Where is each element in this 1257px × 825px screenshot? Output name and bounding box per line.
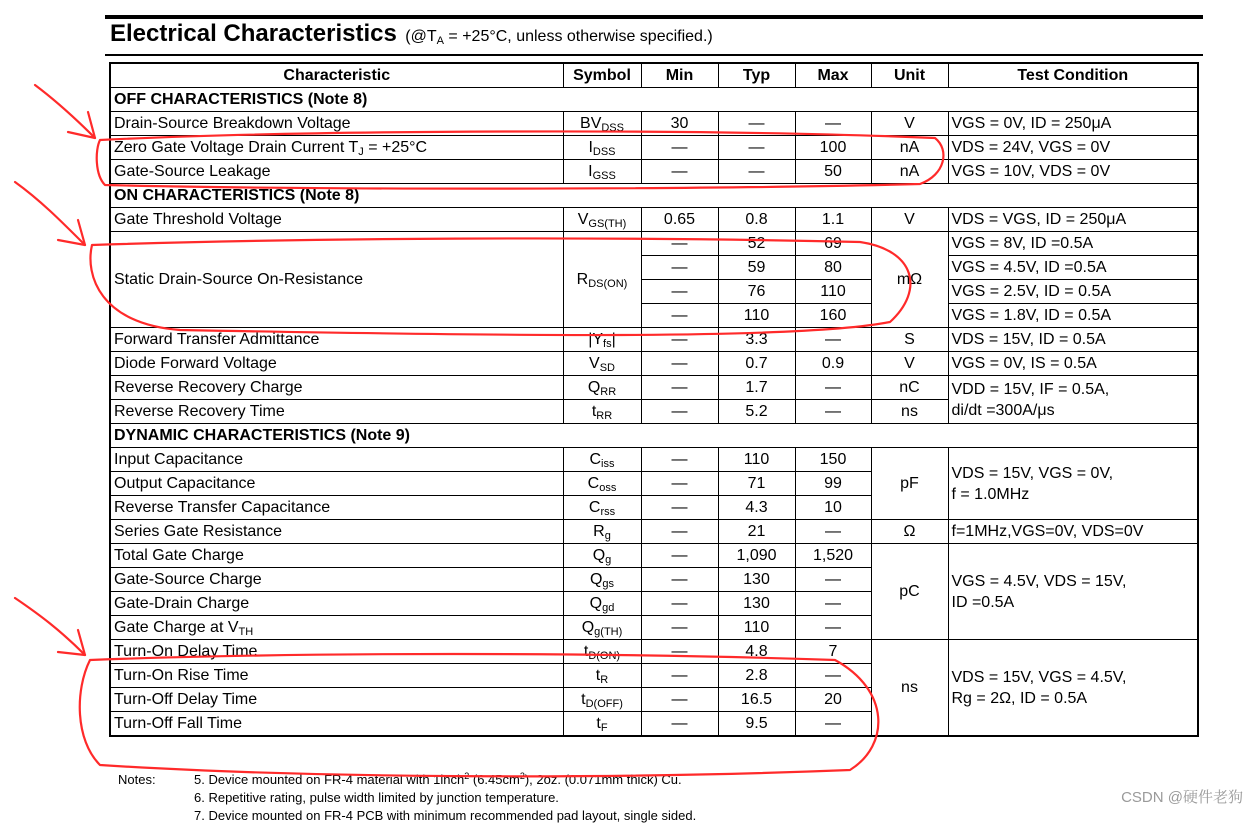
table-row [110, 376, 1198, 400]
header-characteristic: Characteristic [110, 63, 563, 88]
unit-cell: Ω [871, 520, 948, 544]
condition-cell: VGS = 8V, ID =0.5A [948, 232, 1198, 256]
condition-cell: VDS = 15V, ID = 0.5A [948, 328, 1198, 352]
typ-cell: 110 [718, 448, 795, 472]
char-name: Gate Charge at $V_{TH}$ [110, 616, 563, 640]
char-name: Gate-Source Charge [110, 568, 563, 592]
symbol-cell: $t_R$ [563, 664, 641, 688]
symbol-cell: $t_{D(OFF)}$ [563, 688, 641, 712]
char-name: Series Gate Resistance [110, 520, 563, 544]
max-cell: 20 [795, 688, 871, 712]
min-cell: — [641, 472, 718, 496]
char-name: Zero Gate Voltage Drain Current $T_J = +25^\circ C$ [110, 136, 563, 160]
table-row [110, 160, 1198, 184]
max-cell: — [795, 592, 871, 616]
min-cell: — [641, 256, 718, 280]
unit-cell: pF [871, 448, 948, 520]
unit-cell: nC [871, 376, 948, 400]
char-name: Output Capacitance [110, 472, 563, 496]
unit-cell: mΩ [871, 232, 948, 328]
min-cell: — [641, 592, 718, 616]
max-cell: 0.9 [795, 352, 871, 376]
max-cell: — [795, 520, 871, 544]
min-cell: — [641, 160, 718, 184]
section-title-dynamic: DYNAMIC CHARACTERISTICS (Note 9) [110, 424, 1198, 448]
notes-label: Notes: [118, 772, 156, 787]
title-rule [105, 54, 1203, 56]
typ-cell: 2.8 [718, 664, 795, 688]
section-title-off: OFF CHARACTERISTICS (Note 8) [110, 88, 1198, 112]
symbol-cell: $R_g$ [563, 520, 641, 544]
typ-cell: 0.7 [718, 352, 795, 376]
csdn-watermark: CSDN @硬件老狗 [1121, 789, 1243, 806]
min-cell: 30 [641, 112, 718, 136]
typ-cell: 16.5 [718, 688, 795, 712]
max-cell: — [795, 400, 871, 424]
header-test-condition: Test Condition [948, 63, 1198, 88]
max-cell: — [795, 328, 871, 352]
unit-cell: pC [871, 544, 948, 640]
header-unit: Unit [871, 63, 948, 88]
symbol-cell: $Q_{g(TH)}$ [563, 616, 641, 640]
char-name: Gate-Source Leakage [110, 160, 563, 184]
min-cell: — [641, 616, 718, 640]
condition-cell: VDS = VGS, ID = 250μA [948, 208, 1198, 232]
max-cell: 10 [795, 496, 871, 520]
char-name: Reverse Transfer Capacitance [110, 496, 563, 520]
typ-cell: 1.7 [718, 376, 795, 400]
electrical-characteristics-table [109, 62, 1199, 737]
max-cell: 80 [795, 256, 871, 280]
unit-cell: V [871, 208, 948, 232]
min-cell: — [641, 400, 718, 424]
header-max: Max [795, 63, 871, 88]
note-6: 6. Repetitive rating, pulse width limited by junction temperature. [194, 790, 559, 805]
typ-cell: 4.3 [718, 496, 795, 520]
symbol-cell: $C_{iss}$ [563, 448, 641, 472]
symbol-cell: $|Y_{fs}|$ [563, 328, 641, 352]
char-name: Turn-On Rise Time [110, 664, 563, 688]
typ-cell: 71 [718, 472, 795, 496]
min-cell: — [641, 328, 718, 352]
char-name: Total Gate Charge [110, 544, 563, 568]
min-cell: — [641, 688, 718, 712]
table-row [110, 352, 1198, 376]
table-row [110, 448, 1198, 472]
min-cell: — [641, 352, 718, 376]
max-cell: 7 [795, 640, 871, 664]
max-cell: 110 [795, 280, 871, 304]
unit-cell: nA [871, 136, 948, 160]
char-name: Reverse Recovery Time [110, 400, 563, 424]
min-cell: 0.65 [641, 208, 718, 232]
min-cell: — [641, 376, 718, 400]
typ-cell: 5.2 [718, 400, 795, 424]
section-row-off [110, 88, 1198, 112]
arrow-1-stroke [35, 85, 95, 138]
max-cell: — [795, 568, 871, 592]
max-cell: — [795, 616, 871, 640]
table-row [110, 136, 1198, 160]
condition-cell: VDD = 15V, IF = 0.5A, di/dt =300A/μs [948, 376, 1198, 424]
typ-cell: 130 [718, 592, 795, 616]
char-name: Drain-Source Breakdown Voltage [110, 112, 563, 136]
symbol-cell: $Q_{gs}$ [563, 568, 641, 592]
symbol-cell: $V_{GS(TH)}$ [563, 208, 641, 232]
max-cell: — [795, 112, 871, 136]
arrow-2-stroke [15, 182, 85, 245]
note-7: 7. Device mounted on FR-4 PCB with minimum recommended pad layout, single sided. [194, 808, 697, 823]
top-rule [105, 15, 1203, 19]
max-cell: 1,520 [795, 544, 871, 568]
section-row-on [110, 184, 1198, 208]
condition-cell: VGS = 4.5V, ID =0.5A [948, 256, 1198, 280]
min-cell: — [641, 664, 718, 688]
symbol-cell: $V_{SD}$ [563, 352, 641, 376]
char-name: Forward Transfer Admittance [110, 328, 563, 352]
max-cell: 99 [795, 472, 871, 496]
table-header-row [110, 63, 1198, 88]
typ-cell: 130 [718, 568, 795, 592]
condition-cell: VGS = 2.5V, ID = 0.5A [948, 280, 1198, 304]
unit-cell: V [871, 112, 948, 136]
min-cell: — [641, 304, 718, 328]
table-row [110, 328, 1198, 352]
symbol-cell: $t_F$ [563, 712, 641, 737]
max-cell: 100 [795, 136, 871, 160]
min-cell: — [641, 712, 718, 737]
max-cell: — [795, 712, 871, 737]
char-name: Reverse Recovery Charge [110, 376, 563, 400]
page-title [110, 20, 713, 48]
char-name: Static Drain-Source On-Resistance [110, 232, 563, 328]
char-name: Turn-On Delay Time [110, 640, 563, 664]
header-typ: Typ [718, 63, 795, 88]
header-min: Min [641, 63, 718, 88]
arrow-1-head [68, 112, 95, 138]
header-symbol: Symbol [563, 63, 641, 88]
char-name: Gate Threshold Voltage [110, 208, 563, 232]
section-title-on: ON CHARACTERISTICS (Note 8) [110, 184, 1198, 208]
condition-cell: VGS = 10V, VDS = 0V [948, 160, 1198, 184]
max-cell: 50 [795, 160, 871, 184]
char-name: Gate-Drain Charge [110, 592, 563, 616]
typ-cell: 110 [718, 304, 795, 328]
condition-cell: VDS = 15V, VGS = 4.5V, Rg = 2Ω, ID = 0.5A [948, 640, 1198, 737]
arrow-3-stroke [15, 598, 85, 655]
min-cell: — [641, 544, 718, 568]
min-cell: — [641, 640, 718, 664]
unit-cell: ns [871, 640, 948, 737]
typ-cell: — [718, 112, 795, 136]
char-name: Input Capacitance [110, 448, 563, 472]
typ-cell: 3.3 [718, 328, 795, 352]
min-cell: — [641, 280, 718, 304]
symbol-cell: $I_{GSS}$ [563, 160, 641, 184]
typ-cell: 52 [718, 232, 795, 256]
unit-cell: nA [871, 160, 948, 184]
symbol-cell: $t_{RR}$ [563, 400, 641, 424]
min-cell: — [641, 136, 718, 160]
min-cell: — [641, 496, 718, 520]
symbol-cell: $BV_{DSS}$ [563, 112, 641, 136]
max-cell: — [795, 664, 871, 688]
min-cell: — [641, 448, 718, 472]
symbol-cell: $Q_{RR}$ [563, 376, 641, 400]
symbol-cell: $C_{oss}$ [563, 472, 641, 496]
section-row-dynamic [110, 424, 1198, 448]
symbol-cell: $C_{rss}$ [563, 496, 641, 520]
min-cell: — [641, 232, 718, 256]
condition-cell: VGS = 0V, ID = 250μA [948, 112, 1198, 136]
max-cell: 160 [795, 304, 871, 328]
condition-cell: VGS = 1.8V, ID = 0.5A [948, 304, 1198, 328]
table-row [110, 520, 1198, 544]
max-cell: — [795, 376, 871, 400]
table-row [110, 208, 1198, 232]
symbol-cell: $I_{DSS}$ [563, 136, 641, 160]
typ-cell: 9.5 [718, 712, 795, 737]
condition-cell: VGS = 4.5V, VDS = 15V, ID =0.5A [948, 544, 1198, 640]
typ-cell: — [718, 136, 795, 160]
min-cell: — [641, 520, 718, 544]
condition-cell: VDS = 15V, VGS = 0V, f = 1.0MHz [948, 448, 1198, 520]
symbol-cell: $t_{D(ON)}$ [563, 640, 641, 664]
min-cell: — [641, 568, 718, 592]
typ-cell: 110 [718, 616, 795, 640]
typ-cell: 0.8 [718, 208, 795, 232]
unit-cell: ns [871, 400, 948, 424]
typ-cell: 1,090 [718, 544, 795, 568]
condition-cell: VDS = 24V, VGS = 0V [948, 136, 1198, 160]
max-cell: 1.1 [795, 208, 871, 232]
symbol-cell: $Q_g$ [563, 544, 641, 568]
unit-cell: S [871, 328, 948, 352]
max-cell: 69 [795, 232, 871, 256]
arrow-2-head [58, 220, 85, 245]
title-main: Electrical Characteristics [110, 20, 397, 47]
typ-cell: 4.8 [718, 640, 795, 664]
typ-cell: 76 [718, 280, 795, 304]
title-condition-note: ($@T_A = +25^\circ C$, unless otherwise specified.) [405, 28, 713, 47]
note-5: 5. Device mounted on FR-4 material with 1inch$^2$ $(6.45cm^2)$, 2oz. (0.071mm thick) Cu. [194, 771, 682, 787]
char-name: Turn-Off Delay Time [110, 688, 563, 712]
typ-cell: 59 [718, 256, 795, 280]
condition-cell: f=1MHz,VGS=0V, VDS=0V [948, 520, 1198, 544]
table-row [110, 112, 1198, 136]
symbol-cell: $Q_{gd}$ [563, 592, 641, 616]
notes-items [194, 771, 894, 825]
table-row [110, 544, 1198, 568]
max-cell: 150 [795, 448, 871, 472]
table-row [110, 232, 1198, 256]
typ-cell: — [718, 160, 795, 184]
table-row [110, 640, 1198, 664]
char-name: Diode Forward Voltage [110, 352, 563, 376]
unit-cell: V [871, 352, 948, 376]
symbol-cell: $R_{DS(ON)}$ [563, 232, 641, 328]
arrow-3-head [58, 630, 85, 655]
typ-cell: 21 [718, 520, 795, 544]
condition-cell: VGS = 0V, IS = 0.5A [948, 352, 1198, 376]
char-name: Turn-Off Fall Time [110, 712, 563, 737]
